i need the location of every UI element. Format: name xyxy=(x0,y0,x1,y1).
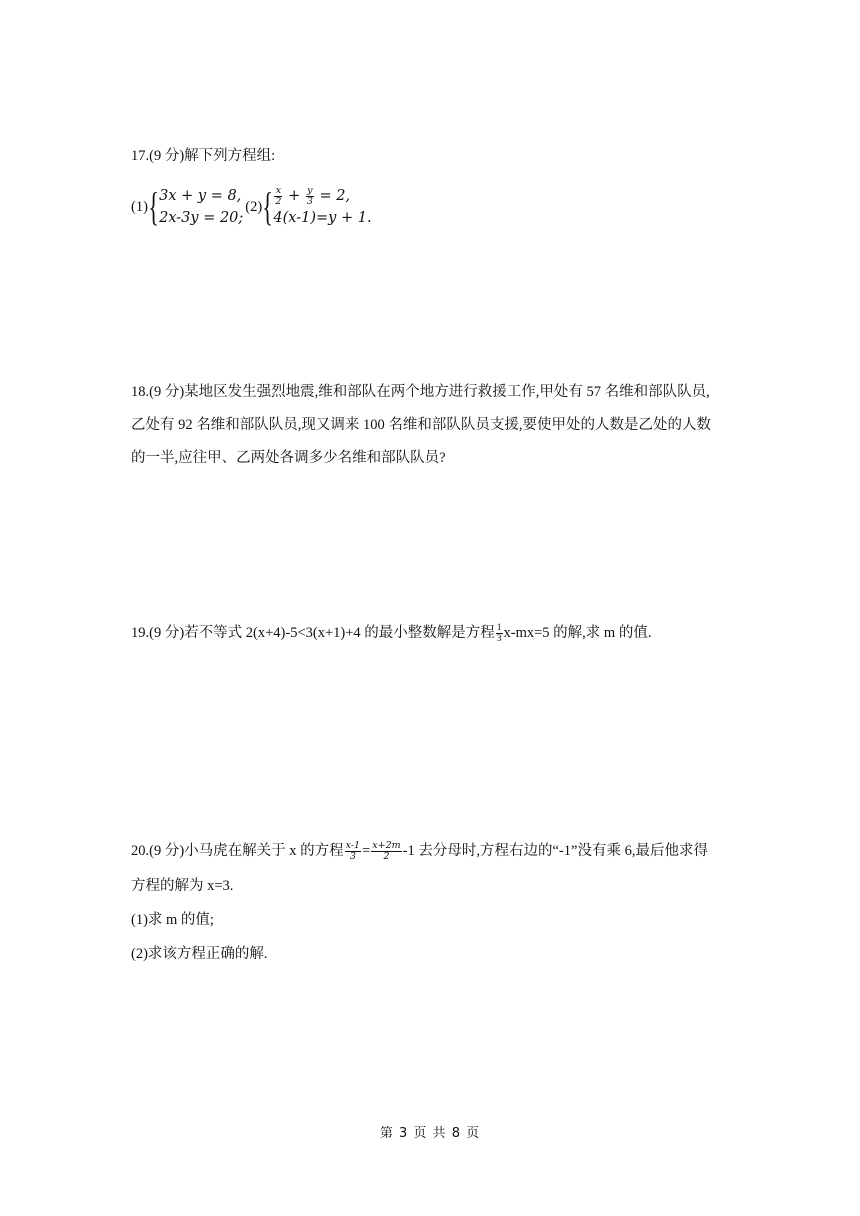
fraction-numerator: x-1 xyxy=(345,840,361,852)
q17-part2-label: (2) xyxy=(245,199,263,215)
left-brace-icon: { xyxy=(262,184,274,229)
fraction-denominator: 2 xyxy=(383,851,390,863)
q18-line1: 18.(9 分)某地区发生强烈地震,维和部队在两个地方进行救援工作,甲处有 57 名维和部队队员, xyxy=(131,384,710,400)
fraction xyxy=(496,623,503,644)
left-brace-icon: { xyxy=(148,184,159,229)
q20-sub1: (1)求 m 的值; xyxy=(131,912,214,928)
q20-sub2: (2)求该方程正确的解. xyxy=(131,946,268,962)
q19-before: 19.(9 分)若不等式 2(x+4)-5<3(x+1)+4 的最小整数解是方程 xyxy=(131,625,495,641)
q20-after: -1 去分母时,方程右边的“-1”没有乘 6,最后他求得 xyxy=(402,843,708,859)
fraction-numerator: x xyxy=(275,184,282,196)
equation-rest: = 2, xyxy=(314,188,351,204)
q18-line3: 的一半,应往甲、乙两处各调多少名维和部队队员? xyxy=(131,450,446,466)
fraction-denominator: 2 xyxy=(275,195,282,207)
plus-sign: + xyxy=(283,188,305,204)
q19-after: x-mx=5 的解,求 m 的值. xyxy=(503,625,652,641)
fraction xyxy=(371,841,401,862)
q20-line2: 方程的解为 x=3. xyxy=(131,878,234,894)
fraction-denominator: 3 xyxy=(496,634,502,645)
q17-system2 xyxy=(273,185,371,229)
q20-line1 xyxy=(131,841,708,862)
q17-part1-label: (1) xyxy=(131,199,148,215)
fraction-denominator: 3 xyxy=(306,195,313,207)
q17-system1 xyxy=(159,185,243,229)
q17-system1-eq2: 2x-3y = 20; xyxy=(159,210,244,226)
q17-systems xyxy=(131,182,372,232)
q17-title: 17.(9 分)解下列方程组: xyxy=(131,148,276,164)
fraction-numerator: x+2m xyxy=(372,840,401,852)
fraction xyxy=(306,186,314,207)
fraction-numerator: 1 xyxy=(496,623,502,634)
page-footer: 第 3 页 共 8 页 xyxy=(379,1126,481,1141)
fraction xyxy=(345,841,361,862)
q17-system1-eq1: 3x + y = 8, xyxy=(159,188,242,204)
fraction xyxy=(274,186,282,207)
q17-system2-eq1 xyxy=(273,185,371,207)
fraction-denominator: 3 xyxy=(349,851,356,863)
equals-sign: = xyxy=(362,843,371,859)
q17-system2-eq2: 4(x-1)=y + 1. xyxy=(273,210,372,226)
q19-text xyxy=(131,623,651,644)
q18-line2: 乙处有 92 名维和部队队员,现又调来 100 名维和部队队员支援,要使甲处的人数是乙处的人数 xyxy=(131,417,711,433)
fraction-numerator: y xyxy=(307,184,313,196)
q20-before: 20.(9 分)小马虎在解关于 x 的方程 xyxy=(131,843,344,859)
